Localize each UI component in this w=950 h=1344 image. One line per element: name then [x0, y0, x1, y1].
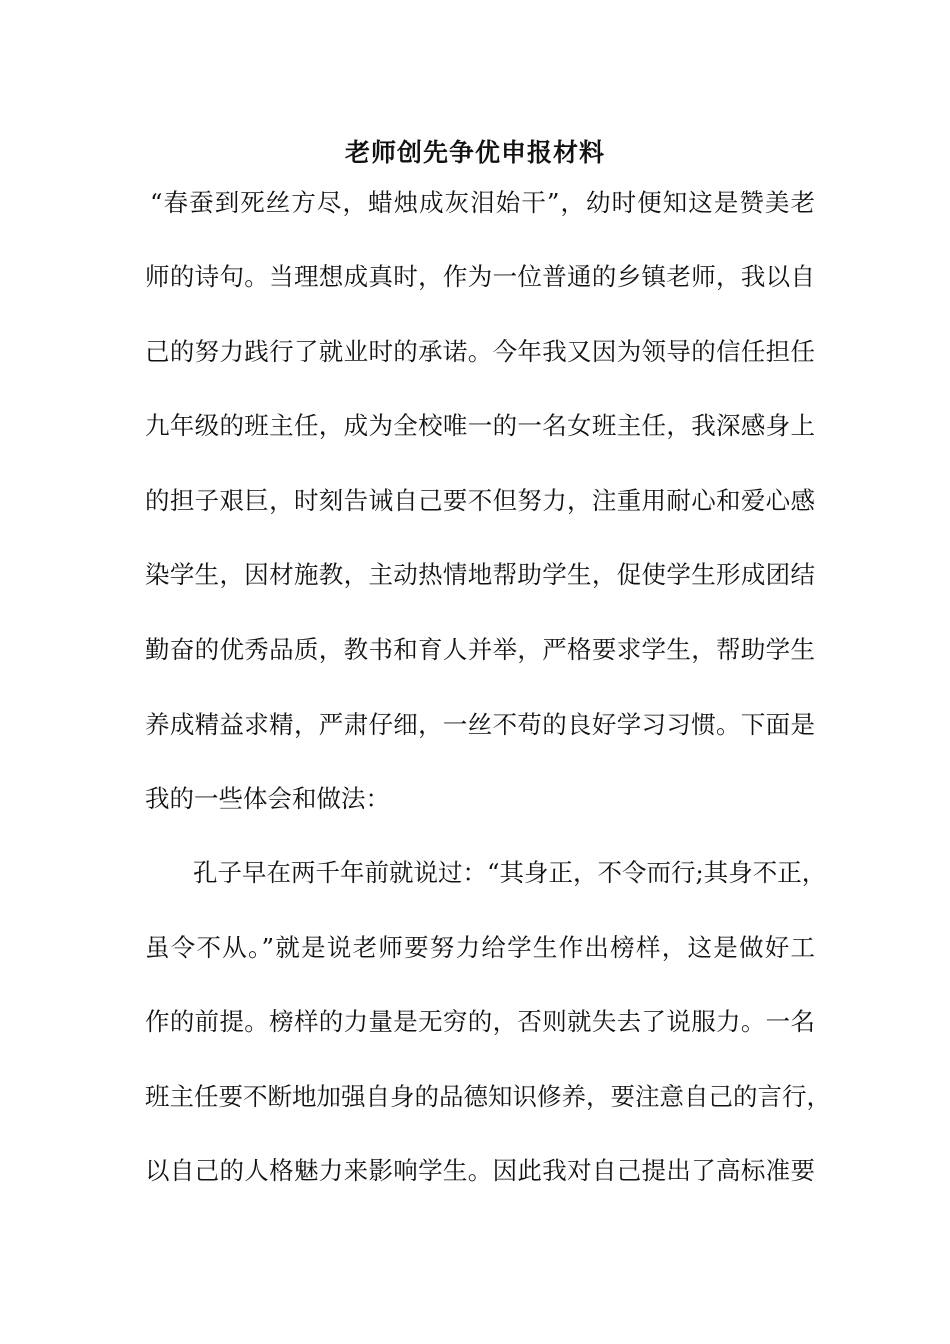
paragraph-line: 己的努力践行了就业时的承诺。今年我又因为领导的信任担任 — [145, 337, 815, 366]
paragraph-line: 作的前提。榜样的力量是无穷的，否则就失去了说服力。一名 — [145, 1007, 815, 1036]
paragraph-line: 勤奋的优秀品质，教书和育人并举，严格要求学生，帮助学生 — [145, 635, 815, 664]
paragraph-line: 我的一些体会和做法： — [145, 784, 390, 813]
paragraph-line: 九年级的班主任，成为全校唯一的一名女班主任，我深感身上 — [145, 411, 815, 440]
paragraph-line: “春蚕到死丝方尽，蜡烛成灰泪始干”，幼时便知这是赞美老 — [150, 188, 815, 217]
paragraph-line: 的担子艰巨，时刻告诫自己要不但努力，注重用耐心和爱心感 — [145, 486, 815, 515]
document-title: 老师创先争优申报材料 — [344, 138, 605, 167]
paragraph-line: 班主任要不断地加强自身的品德知识修养，要注意自己的言行， — [145, 1082, 831, 1111]
paragraph-line: 师的诗句。当理想成真时，作为一位普通的乡镇老师，我以自 — [145, 262, 815, 291]
paragraph-line: 养成精益求精，严肃仔细，一丝不苟的良好学习习惯。下面是 — [145, 710, 815, 739]
paragraph-line: 虽令不从。”就是说老师要努力给学生作出榜样，这是做好工 — [145, 933, 815, 962]
paragraph-line: 以自己的人格魅力来影响学生。因此我对自己提出了高标准要 — [145, 1156, 815, 1185]
paragraph-line: 染学生，因材施教，主动热情地帮助学生，促使学生形成团结 — [145, 560, 815, 589]
paragraph-line: 孔子早在两千年前就说过：“其身正，不令而行;其身不正， — [193, 858, 827, 887]
